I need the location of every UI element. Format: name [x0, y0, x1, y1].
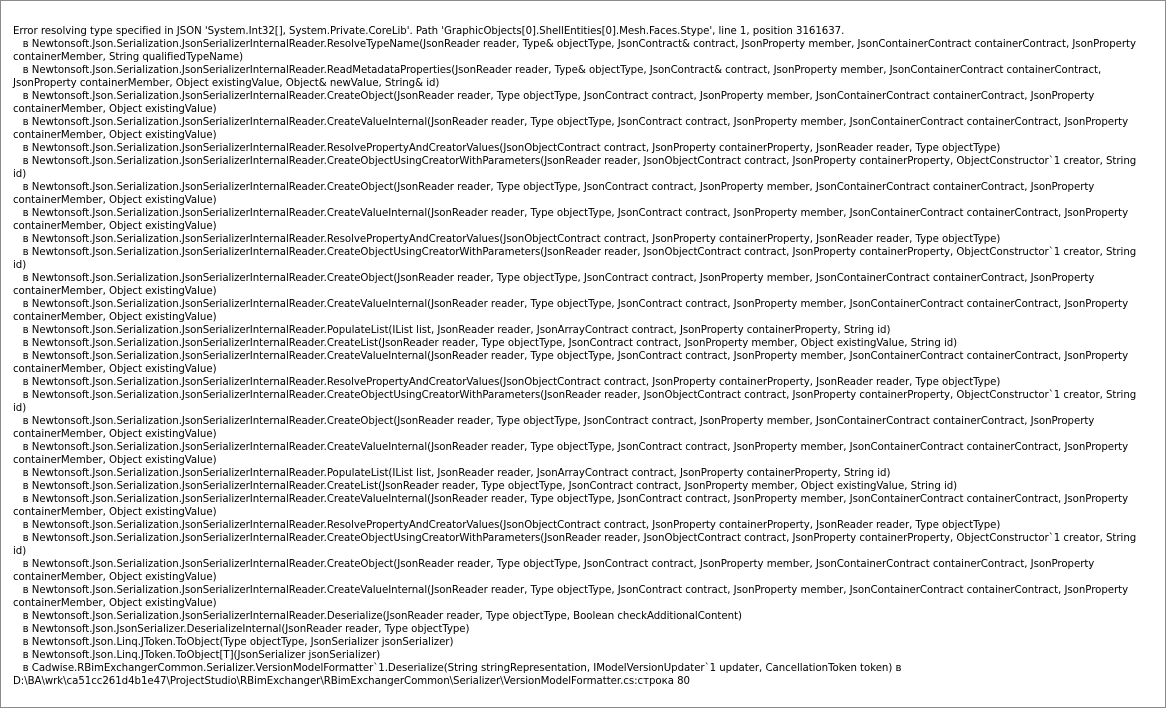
stack-frame: в Newtonsoft.Json.Serialization.JsonSerializerInternalReader.CreateObjectUsingCreatorWithParameters(JsonReader reader, JsonObjectContract contract, JsonProperty containerProperty, ObjectConstructor`1 creator, String — [13, 533, 1137, 544]
error-header: Error resolving type specified in JSON 'System.Int32[], System.Private.CoreLib'. Path 'GraphicObjects[0].ShellEntities[0].Mesh.Faces.Stype', line 1, position 3161637. — [13, 26, 845, 37]
stack-frame: в Newtonsoft.Json.Serialization.JsonSerializerInternalReader.CreateValueInternal(JsonReader reader, Type objectType, JsonContract contract, JsonProperty member, JsonContainerContract containerContract, JsonProperty — [13, 299, 1129, 310]
stack-frame: в Newtonsoft.Json.Serialization.JsonSerializerInternalReader.ResolvePropertyAndCreatorValues(JsonObjectContract contract, JsonProperty containerProperty, JsonReader reader, Type objectType) — [13, 143, 1001, 154]
stack-frame: в Newtonsoft.Json.Serialization.JsonSerializerInternalReader.CreateValueInternal(JsonReader reader, Type objectType, JsonContract contract, JsonProperty member, JsonContainerContract containerContract, JsonProperty — [13, 442, 1129, 453]
stack-frame: в Newtonsoft.Json.Linq.JToken.ToObject(Type objectType, JsonSerializer jsonSerializer) — [13, 637, 454, 648]
stack-trace — [13, 38, 1157, 688]
stack-frame-continuation: JsonProperty containerMember, Object existingValue, Object& newValue, String& id) — [13, 78, 440, 89]
stack-frame-continuation: id) — [13, 546, 27, 557]
stack-frame: в Newtonsoft.Json.Serialization.JsonSerializerInternalReader.CreateObjectUsingCreatorWithParameters(JsonReader reader, JsonObjectContract contract, JsonProperty containerProperty, ObjectConstructor`1 creator, String — [13, 390, 1137, 401]
stack-frame: в Newtonsoft.Json.Linq.JToken.ToObject[T](JsonSerializer jsonSerializer) — [13, 650, 381, 661]
stack-frame-continuation: containerMember, Object existingValue) — [13, 130, 217, 141]
stack-frame: в Newtonsoft.Json.Serialization.JsonSerializerInternalReader.CreateObjectUsingCreatorWithParameters(JsonReader reader, JsonObjectContract contract, JsonProperty containerProperty, ObjectConstructor`1 creator, String — [13, 247, 1137, 258]
stack-frame: в Newtonsoft.Json.Serialization.JsonSerializerInternalReader.PopulateList(IList list, JsonReader reader, JsonArrayContract contract, JsonProperty containerProperty, String id) — [13, 325, 891, 336]
stack-frame-continuation: containerMember, Object existingValue) — [13, 507, 217, 518]
error-message-text — [13, 25, 1157, 688]
stack-frame: в Newtonsoft.Json.Serialization.JsonSerializerInternalReader.CreateList(JsonReader reader, Type objectType, JsonContract contract, JsonProperty member, Object existingValue, String id) — [13, 481, 958, 492]
stack-frame-continuation: containerMember, Object existingValue) — [13, 221, 217, 232]
stack-frame: в Newtonsoft.Json.Serialization.JsonSerializerInternalReader.CreateObject(JsonReader reader, Type objectType, JsonContract contract, JsonProperty member, JsonContainerContract containerContract, JsonProperty — [13, 91, 1095, 102]
stack-frame-continuation: containerMember, Object existingValue) — [13, 312, 217, 323]
stack-frame-continuation: id) — [13, 260, 27, 271]
stack-frame: в Newtonsoft.Json.Serialization.JsonSerializerInternalReader.CreateValueInternal(JsonReader reader, Type objectType, JsonContract contract, JsonProperty member, JsonContainerContract containerContract, JsonProperty — [13, 117, 1129, 128]
stack-frame: в Newtonsoft.Json.Serialization.JsonSerializerInternalReader.CreateObject(JsonReader reader, Type objectType, JsonContract contract, JsonProperty member, JsonContainerContract containerContract, JsonProperty — [13, 416, 1095, 427]
stack-frame-continuation: containerMember, Object existingValue) — [13, 598, 217, 609]
stack-frame: в Newtonsoft.Json.Serialization.JsonSerializerInternalReader.CreateValueInternal(JsonReader reader, Type objectType, JsonContract contract, JsonProperty member, JsonContainerContract containerContract, JsonProperty — [13, 208, 1129, 219]
stack-frame: в Newtonsoft.Json.Serialization.JsonSerializerInternalReader.ResolveTypeName(JsonReader reader, Type& objectType, JsonContract& contract, JsonProperty member, JsonContainerContract containerContract, JsonProperty — [13, 39, 1136, 50]
stack-frame-continuation: D:\BA\wrk\ca51cc261d4b1e47\ProjectStudio\RBimExchanger\RBimExchangerCommon\Serializer\VersionModelFormatter.cs:строка 80 — [13, 676, 690, 687]
stack-frame-continuation: containerMember, Object existingValue) — [13, 572, 217, 583]
stack-frame-continuation: containerMember, Object existingValue) — [13, 286, 217, 297]
stack-frame: в Newtonsoft.Json.Serialization.JsonSerializerInternalReader.CreateValueInternal(JsonReader reader, Type objectType, JsonContract contract, JsonProperty member, JsonContainerContract containerContract, JsonProperty — [13, 351, 1129, 362]
stack-frame-continuation: containerMember, Object existingValue) — [13, 455, 217, 466]
stack-frame: в Newtonsoft.Json.Serialization.JsonSerializerInternalReader.Deserialize(JsonReader reader, Type objectType, Boolean checkAdditionalContent) — [13, 611, 742, 622]
stack-frame-continuation: containerMember, Object existingValue) — [13, 364, 217, 375]
stack-frame: в Newtonsoft.Json.JsonSerializer.DeserializeInternal(JsonReader reader, Type objectType) — [13, 624, 470, 635]
stack-frame: в Newtonsoft.Json.Serialization.JsonSerializerInternalReader.PopulateList(IList list, JsonReader reader, JsonArrayContract contract, JsonProperty containerProperty, String id) — [13, 468, 891, 479]
stack-frame: в Newtonsoft.Json.Serialization.JsonSerializerInternalReader.ResolvePropertyAndCreatorValues(JsonObjectContract contract, JsonProperty containerProperty, JsonReader reader, Type objectType) — [13, 234, 1001, 245]
stack-frame-continuation: containerMember, String qualifiedTypeName) — [13, 52, 244, 63]
stack-frame: в Newtonsoft.Json.Serialization.JsonSerializerInternalReader.CreateObject(JsonReader reader, Type objectType, JsonContract contract, JsonProperty member, JsonContainerContract containerContract, JsonProperty — [13, 273, 1095, 284]
stack-frame: в Newtonsoft.Json.Serialization.JsonSerializerInternalReader.ResolvePropertyAndCreatorValues(JsonObjectContract contract, JsonProperty containerProperty, JsonReader reader, Type objectType) — [13, 520, 1001, 531]
stack-frame-continuation: containerMember, Object existingValue) — [13, 429, 217, 440]
stack-frame-continuation: id) — [13, 169, 27, 180]
stack-frame: в Newtonsoft.Json.Serialization.JsonSerializerInternalReader.CreateObject(JsonReader reader, Type objectType, JsonContract contract, JsonProperty member, JsonContainerContract containerContract, JsonProperty — [13, 559, 1095, 570]
stack-frame: в Newtonsoft.Json.Serialization.JsonSerializerInternalReader.CreateObjectUsingCreatorWithParameters(JsonReader reader, JsonObjectContract contract, JsonProperty containerProperty, ObjectConstructor`1 creator, String — [13, 156, 1137, 167]
stack-frame: в Newtonsoft.Json.Serialization.JsonSerializerInternalReader.ResolvePropertyAndCreatorValues(JsonObjectContract contract, JsonProperty containerProperty, JsonReader reader, Type objectType) — [13, 377, 1001, 388]
stack-frame: в Newtonsoft.Json.Serialization.JsonSerializerInternalReader.ReadMetadataProperties(JsonReader reader, Type& objectType, JsonContract& contract, JsonProperty member, JsonContainerContract containerContract, — [13, 65, 1102, 76]
stack-frame: в Newtonsoft.Json.Serialization.JsonSerializerInternalReader.CreateValueInternal(JsonReader reader, Type objectType, JsonContract contract, JsonProperty member, JsonContainerContract containerContract, JsonProperty — [13, 494, 1129, 505]
stack-frame: в Cadwise.RBimExchangerCommon.Serializer.VersionModelFormatter`1.Deserialize(String stringRepresentation, IModelVersionUpdater`1 updater, CancellationToken token) в — [13, 663, 902, 674]
stack-frame: в Newtonsoft.Json.Serialization.JsonSerializerInternalReader.CreateValueInternal(JsonReader reader, Type objectType, JsonContract contract, JsonProperty member, JsonContainerContract containerContract, JsonProperty — [13, 585, 1129, 596]
stack-frame: в Newtonsoft.Json.Serialization.JsonSerializerInternalReader.CreateObject(JsonReader reader, Type objectType, JsonContract contract, JsonProperty member, JsonContainerContract containerContract, JsonProperty — [13, 182, 1095, 193]
stack-frame-continuation: containerMember, Object existingValue) — [13, 195, 217, 206]
stack-frame: в Newtonsoft.Json.Serialization.JsonSerializerInternalReader.CreateList(JsonReader reader, Type objectType, JsonContract contract, JsonProperty member, Object existingValue, String id) — [13, 338, 958, 349]
stack-frame-continuation: containerMember, Object existingValue) — [13, 104, 217, 115]
stack-frame-continuation: id) — [13, 403, 27, 414]
